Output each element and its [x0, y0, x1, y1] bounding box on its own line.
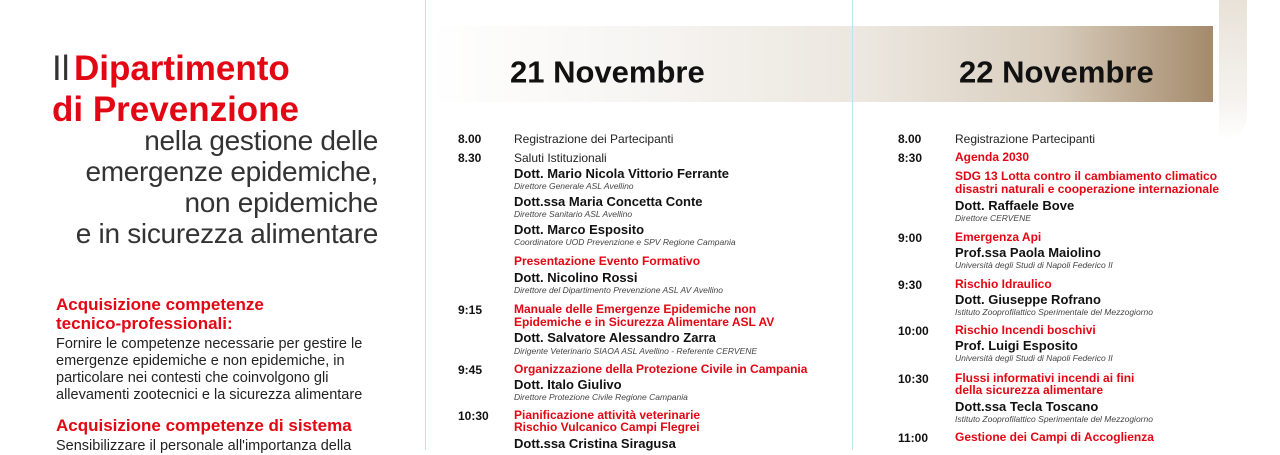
program-title: Registrazione Partecipanti	[955, 132, 1096, 146]
program-title: Rischio Idraulico	[955, 277, 1052, 291]
speaker-role: Università degli Studi di Napoli Federico II	[955, 353, 1113, 363]
time-label: 10:30	[458, 409, 489, 423]
program-title: Agenda 2030	[955, 150, 1030, 164]
time-label: 8.00	[898, 132, 922, 146]
speaker-role: Dirigente Veterinario SIAOA ASL Avellino - Referente CERVENE	[514, 346, 757, 356]
title-line-5: non epidemiche	[184, 187, 378, 218]
speaker-role: Istituto Zooprofilattico Sperimentale del Mezzogiorno	[955, 414, 1153, 424]
program-title: Registrazione dei Partecipanti	[514, 132, 674, 146]
title-line-6: e in sicurezza alimentare	[75, 218, 378, 249]
speaker-name: Prof.ssa Paola Maiolino	[955, 245, 1101, 260]
section2-heading: Acquisizione competenze di sistema	[56, 416, 352, 435]
speaker-name: Dott.ssa Maria Concetta Conte	[514, 194, 703, 209]
time-label: 10:30	[898, 372, 929, 386]
speaker-role: Istituto Zooprofilattico Sperimentale del Mezzogiorno	[955, 307, 1153, 317]
time-label: 9:30	[898, 278, 923, 292]
program-title: Rischio Incendi boschivi	[955, 323, 1096, 337]
title-dipartimento: Dipartimento	[73, 49, 290, 88]
section1-body-2: emergenze epidemiche e non epidemiche, in	[56, 353, 345, 369]
program-title: disastri naturali e cooperazione internazionale	[955, 182, 1220, 196]
program-title: Pianificazione attività veterinarie	[514, 408, 701, 422]
time-label: 9:00	[898, 231, 923, 245]
section1-body-1: Fornire le competenze necessarie per gestire le	[56, 336, 363, 352]
title-il: Il	[52, 49, 70, 88]
title-prevenzione: di Prevenzione	[52, 90, 300, 129]
speaker-name: Dott.ssa Cristina Siragusa	[514, 436, 676, 451]
section1-heading-2: tecnico-professionali:	[56, 314, 233, 333]
time-label: 8:30	[898, 151, 923, 165]
speaker-role: Direttore Protezione Civile Regione Campania	[514, 392, 688, 402]
day2-banner	[853, 26, 1215, 102]
day2-date: 22 Novembre	[959, 54, 1154, 90]
section2-body-1: Sensibilizzare il personale all'importanza della	[56, 438, 352, 454]
time-label: 8.30	[458, 151, 482, 165]
speaker-name: Dott. Salvatore Alessandro Zarra	[514, 330, 716, 345]
speaker-name: Dott. Giuseppe Rofrano	[955, 292, 1101, 307]
title-line-3: nella gestione delle	[144, 125, 378, 156]
program-title: Epidemiche e in Sicurezza Alimentare ASL AV	[514, 315, 775, 329]
program-title: Flussi informativi incendi ai fini	[955, 371, 1135, 385]
program-title: della sicurezza alimentare	[955, 383, 1104, 397]
program-title: Saluti Istituzionali	[514, 151, 607, 165]
program-title: Manuale delle Emergenze Epidemiche non	[514, 302, 757, 316]
speaker-name: Dott.ssa Tecla Toscano	[955, 399, 1099, 414]
program-title: Emergenza Api	[955, 230, 1042, 244]
speaker-name: Dott. Marco Esposito	[514, 222, 645, 237]
time-label: 9:15	[458, 303, 483, 317]
title-line-1	[52, 51, 290, 86]
time-label: 8.00	[458, 132, 482, 146]
intro-column	[0, 0, 425, 454]
day1-banner	[427, 26, 852, 102]
speaker-role: Direttore CERVENE	[955, 213, 1031, 223]
title-line-4: emergenze epidemiche,	[85, 156, 378, 187]
speaker-name: Dott. Nicolino Rossi	[514, 270, 638, 285]
program-title: Presentazione Evento Formativo	[514, 254, 701, 268]
time-label: 11:00	[898, 431, 929, 445]
speaker-role: Direttore Generale ASL Avellino	[514, 181, 634, 191]
speaker-name: Dott. Raffaele Bove	[955, 198, 1075, 213]
program-title: Rischio Vulcanico Campi Flegrei	[514, 420, 700, 434]
program-title: Gestione dei Campi di Accoglienza	[955, 430, 1154, 444]
section1-body-3: particolare nei contesti che coinvolgono gli	[56, 370, 329, 386]
day1-date: 21 Novembre	[510, 54, 705, 90]
section1-heading-1: Acquisizione competenze	[56, 295, 264, 314]
speaker-role: Direttore del Dipartimento Prevenzione ASL AV Avellino	[514, 285, 723, 295]
section1-body-4: allevamenti zootecnici e la sicurezza alimentare	[56, 387, 363, 403]
speaker-name: Prof. Luigi Esposito	[955, 338, 1078, 353]
speaker-role: Università degli Studi di Napoli Federico II	[955, 260, 1113, 270]
speaker-role: Coordinatore UOD Prevenzione e SPV Regione Campania	[514, 237, 736, 247]
speaker-name: Dott. Mario Nicola Vittorio Ferrante	[514, 166, 730, 181]
divider-line	[425, 0, 426, 450]
time-label: 9:45	[458, 363, 483, 377]
page-tab-decoration	[1213, 0, 1247, 140]
program-title: SDG 13 Lotta contro il cambiamento climatico	[955, 169, 1218, 183]
speaker-name: Dott. Italo Giulivo	[514, 377, 622, 392]
program-title: Organizzazione della Protezione Civile in Campania	[514, 362, 808, 376]
speaker-role: Direttore Sanitario ASL Avellino	[514, 209, 633, 219]
time-label: 10:00	[898, 324, 929, 338]
